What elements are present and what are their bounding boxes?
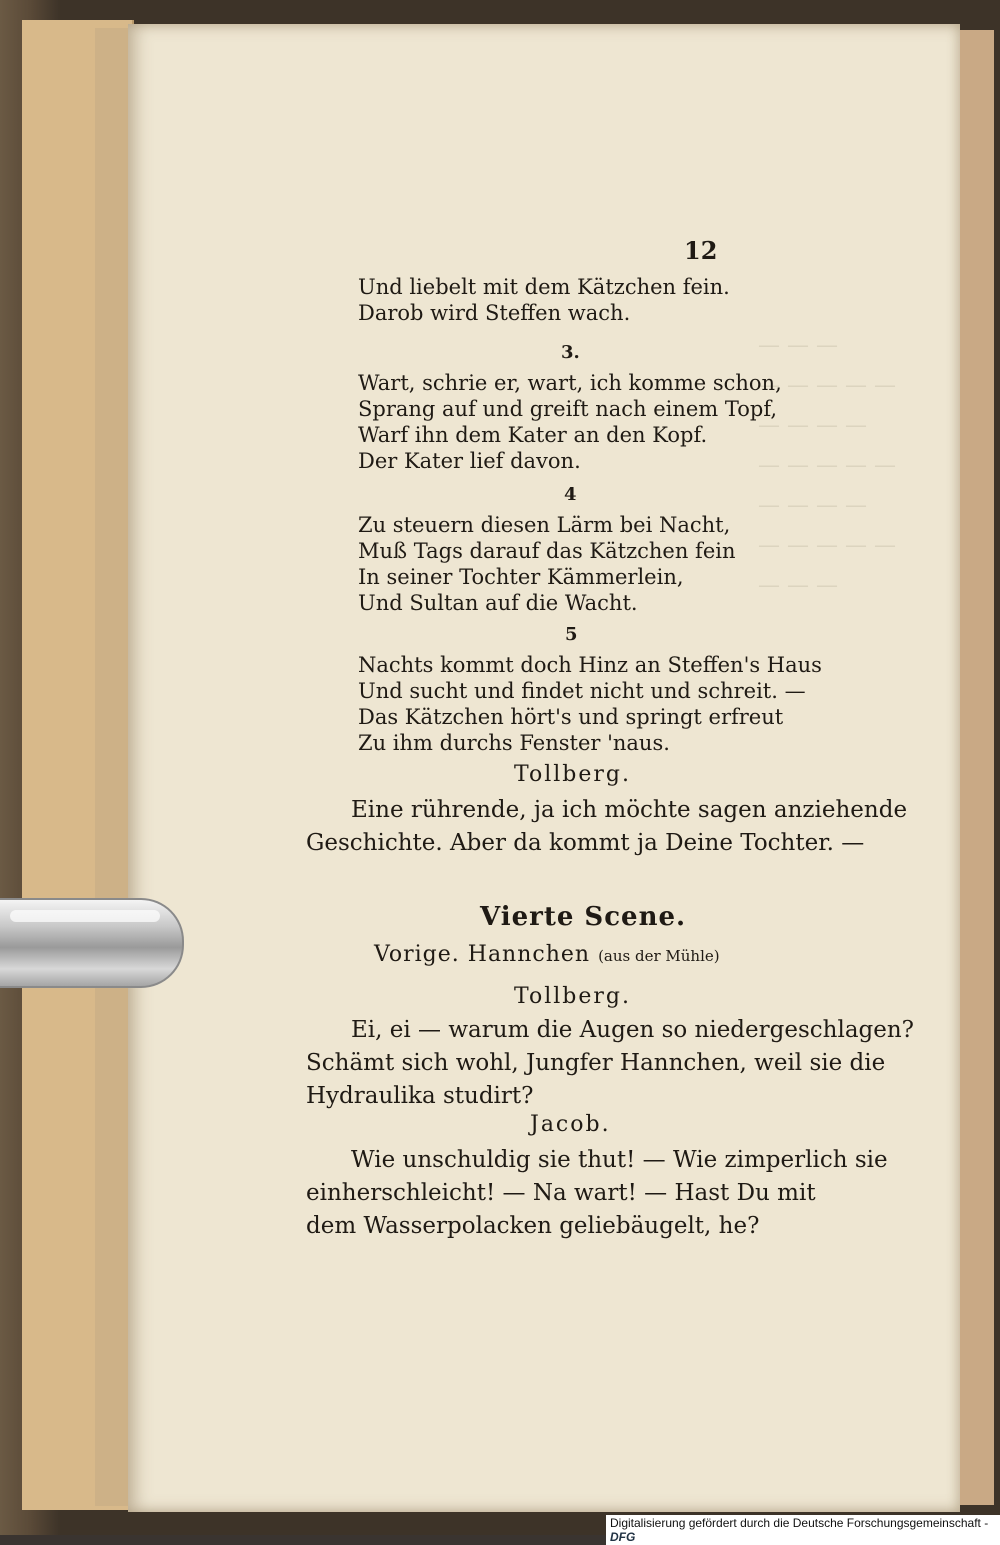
page-number: 12 bbox=[684, 236, 718, 265]
scene-heading: Vierte Scene. bbox=[480, 902, 687, 932]
stage-direction-main: Vorige. Hannchen bbox=[374, 942, 591, 967]
page-clip bbox=[0, 898, 184, 988]
speaker-name: Jacob. bbox=[530, 1112, 611, 1137]
dialogue-line: Ei, ei — warum die Augen so niedergeschlagen? bbox=[351, 1017, 915, 1043]
speaker-name: Tollberg. bbox=[514, 762, 631, 787]
verse-line: Sprang auf und greift nach einem Topf, bbox=[358, 397, 778, 421]
dialogue-text bbox=[306, 794, 907, 860]
verse-line: Und sucht und findet nicht und schreit. — bbox=[358, 679, 806, 703]
verse-line: Zu steuern diesen Lärm bei Nacht, bbox=[358, 513, 731, 537]
verse-line: Darob wird Steffen wach. bbox=[358, 301, 631, 325]
stanza-5 bbox=[358, 652, 822, 756]
stanza-4 bbox=[358, 512, 736, 616]
book-page bbox=[128, 24, 960, 1512]
dialogue-text bbox=[306, 1144, 888, 1243]
dialogue-line: einherschleicht! — Na wart! — Hast Du mit bbox=[306, 1180, 816, 1206]
credit-text: Digitalisierung gefördert durch die Deutsche Forschungsgemeinschaft - bbox=[610, 1516, 989, 1530]
digitization-credit bbox=[606, 1515, 1000, 1545]
stage-direction-note: (aus der Mühle) bbox=[598, 947, 720, 965]
clip-highlight bbox=[10, 910, 160, 922]
verse-line: Nachts kommt doch Hinz an Steffen's Haus bbox=[358, 653, 822, 677]
stage-direction bbox=[374, 942, 720, 967]
dfg-logo: DFG bbox=[610, 1530, 636, 1544]
stanza-number: 5 bbox=[565, 624, 578, 645]
stanza-3 bbox=[358, 370, 782, 474]
verse-line: Das Kätzchen hört's und springt erfreut bbox=[358, 705, 784, 729]
dialogue-line: Wie unschuldig sie thut! — Wie zimperlich sie bbox=[351, 1147, 888, 1173]
verse-line: Der Kater lief davon. bbox=[358, 449, 581, 473]
stanza-number: 3. bbox=[561, 342, 580, 363]
verse-line: Und liebelt mit dem Kätzchen fein. bbox=[358, 275, 730, 299]
verse-intro bbox=[358, 274, 730, 326]
verse-line: Zu ihm durchs Fenster 'naus. bbox=[358, 731, 670, 755]
verse-line: In seiner Tochter Kämmerlein, bbox=[358, 565, 684, 589]
dialogue-line: Hydraulika studirt? bbox=[306, 1083, 534, 1109]
dialogue-text bbox=[306, 1014, 914, 1113]
dialogue-line: dem Wasserpolacken geliebäugelt, he? bbox=[306, 1213, 760, 1239]
verse-line: Muß Tags darauf das Kätzchen fein bbox=[358, 539, 736, 563]
dialogue-line: Schämt sich wohl, Jungfer Hannchen, weil sie die bbox=[306, 1050, 886, 1076]
verse-line: Und Sultan auf die Wacht. bbox=[358, 591, 638, 615]
stanza-number: 4 bbox=[564, 484, 577, 505]
adjacent-page-edge bbox=[958, 30, 994, 1505]
show-through-text: — — — — — — — — — — — — — — — — — — — — — — — — — — — — — bbox=[758, 333, 896, 598]
dialogue-line: Eine rührende, ja ich möchte sagen anziehende bbox=[351, 797, 908, 823]
speaker-name: Tollberg. bbox=[514, 984, 631, 1009]
dialogue-line: Geschichte. Aber da kommt ja Deine Tochter. — bbox=[306, 830, 865, 856]
verse-line: Wart, schrie er, wart, ich komme schon, bbox=[358, 371, 782, 395]
verse-line: Warf ihn dem Kater an den Kopf. bbox=[358, 423, 708, 447]
